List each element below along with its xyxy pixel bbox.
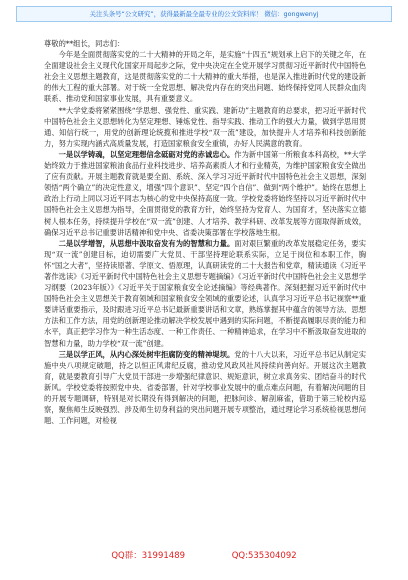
paragraph-5-heading: 三是以学正风，从内心深处树牢拒腐防变的精神堤坝。 bbox=[58, 349, 235, 359]
paragraph-3 bbox=[44, 149, 366, 238]
document-body bbox=[44, 38, 366, 426]
paragraph-3-heading: 一是以学铸魂，以坚定理想信念砥砺对党的赤诚忠心。 bbox=[58, 149, 235, 159]
paragraph-5-text: 党的十八大以来，习近平总书记从制定实施中央八项规定破题，持之以恒正风肃纪反腐，推动党风政风社风持续向善向好。开展这次主题教育，就是要教育引导广大党员干部进一步增强纪律意识、规矩意识，树立求真务实、团结奋斗的时代新风。学校党委将按照党中央、省委部署，针对学校事业发展中的重点难点问题，有着解决问题的目的开展专题调研，特别是对长期没有得到解决的问题，把脉问诊、解剖麻雀，借助于第三轮校内巡察，聚焦师生反映强烈、涉及师生切身利益的突出问题开展专项整治，通过理论学习系统检视思想问题、工作问题，对检视 bbox=[44, 349, 366, 426]
paragraph-4-text: 面对艰巨繁重的改革发展稳定任务，要实现“双一流”创建目标，迫切需要广大党员、干部坚持理论联系实际，立足于岗位和本职工作，胸怀“国之大者”，坚持读原著、学原文、悟原理，认真研读党的二十大报告和党章，精读通读《习近平著作选读》《习近平新时代中国特色社会主义思想专题摘编》《习近平新时代中国特色社会主义思想学习纲要（2023年版）》《习近平关于国家粮食安全论述摘编》等经典著作。深刻把握习近平新时代中国特色社会主义思想关于教育领域和国家粮食安全领域的重要论述，认真学习习近平总书记视察**重要讲话重要指示，及时跟进习近平总书记最新重要讲话和文章，熟练掌握其中蕴含的领导方法、思想方法和工作方法，用党的创新理论推动解决学校发展中遇到的实际问题，不断提高履职尽责的能力和水平，真正把学习作为一种生活态度、一种工作责任、一种精神追求，在学习中不断汲取奋发进取的智慧和力量，助力学校“双一流”创建。 bbox=[44, 238, 366, 348]
qq-number: QQ:535304092 bbox=[231, 551, 297, 561]
paragraph-4-heading: 二是以学增智，从思想中汲取奋发有为的智慧和力量。 bbox=[58, 238, 235, 248]
paragraph-4 bbox=[44, 238, 366, 349]
paragraph-3-text: 作为新中国第一所粮食本科高校，**大学始终致力于推进国家粮油食品行业科技进步、培养高素质人才和行业精英，为维护国家粮食安全做出了应有贡献。开展主题教育就是要全面、系统、深入学习习近平新时代中国特色社会主义思想，深刻领悟“两个确立”的决定性意义，增强“四个意识”、坚定“四个自信”、做到“两个维护”。始终在思想上政治上行动上同以习近平同志为核心的党中央保持高度一致。学校党委将始终坚持以习近平新时代中国特色社会主义思想为指导，全面贯彻党的教育方针，始终坚持为党育人、为国育才，坚决落实立德树人根本任务，持续提升学校在“双一流”创建、人才培养、教学科研、改革发展等方面取得新成效，确保习近平总书记重要讲话精神和党中央、省委决策部署在学校落地生根。 bbox=[44, 149, 366, 237]
paragraph-2 bbox=[44, 105, 366, 149]
paragraph-1 bbox=[44, 49, 366, 104]
promo-banner[interactable] bbox=[16, 6, 392, 22]
paragraph-1-text: 今年是全面贯彻落实党的二十大精神的开局之年，是实施“十四五”规划承上启下的关键之年，在全面建设社会主义现代化国家开局起步之际，党中央决定在全党开展学习贯彻习近平新时代中国特色社会主义思想主题教育，这是贯彻落实党的二十大精神的重大举措，也是深入推进新时代党的建设新的伟大工程的重大部署。对于统一全党思想、解决党内存在的突出问题、始终保持党同人民群众血肉联系、推动党和国家事业发展，具有重要意义。 bbox=[44, 50, 366, 104]
contact-footer bbox=[0, 549, 408, 563]
qq-group-number: QQ群：31991489 bbox=[111, 551, 186, 561]
paragraph-2-text: **大学党委将紧紧围绕“学思想、强党性、重实践、建新功”主题教育的总要求，把习近平新时代中国特色社会主义思想转化为坚定理想、锤炼党性、指导实践、推动工作的强大力量，做到学思用贯通、知信行统一，用党的创新理论统揽和推进学校“双一流”建设，加快提升人才培养和科技创新能力，努力实现内涵式高质量发展，打造国家粮食安全重镇，办好人民满意的教育。 bbox=[44, 105, 366, 148]
paragraph-5 bbox=[44, 349, 366, 427]
salutation: 尊敬的**组长，同志们： bbox=[44, 39, 125, 48]
promo-banner-link[interactable]: 关注头条号“公文研究”，获得最新最全最专业的公文资料库！ 微信：gongwenyj bbox=[89, 10, 319, 18]
